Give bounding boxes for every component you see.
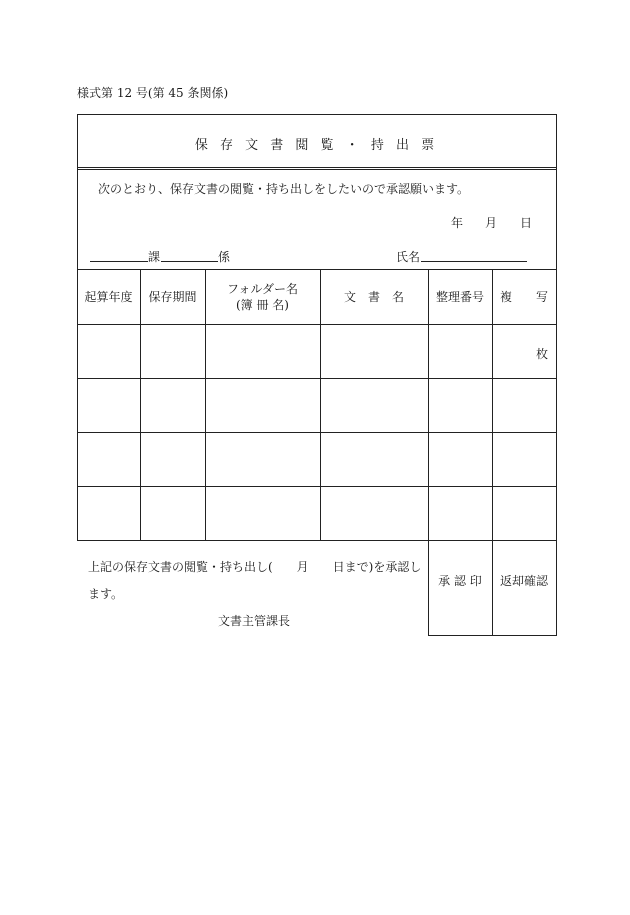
date-year-label: 年 (451, 216, 464, 230)
return-confirmation-header: 返却確認 (499, 574, 548, 588)
header-start-year: 起算年度 (84, 290, 133, 304)
header-document-name: 文 書 名 (343, 290, 404, 304)
department-field-line[interactable] (90, 261, 148, 262)
date-month-label: 月 (485, 216, 498, 230)
table-row[interactable] (78, 433, 556, 485)
department-label: 課 (148, 250, 161, 264)
header-retention-period: 保存期間 (148, 290, 197, 304)
header-copies: 複 写 (499, 290, 548, 304)
copies-unit-label: 枚 (536, 347, 549, 361)
form-number-label: 様式第 12 号(第 45 条関係) (77, 86, 229, 100)
title-divider (77, 167, 557, 168)
approval-bottom-border (428, 635, 557, 636)
approval-statement-line2: ます。 (88, 587, 124, 601)
approver-title: 文書主管課長 (218, 614, 291, 628)
request-statement: 次のとおり、保存文書の閲覧・持ち出しをしたいので承認願います。 (98, 182, 470, 196)
table-row[interactable] (78, 325, 556, 377)
form-title: 保 存 文 書 閲 覧 ・ 持 出 票 (194, 138, 439, 153)
return-confirmation-box[interactable] (493, 595, 555, 634)
title-divider-double (77, 169, 557, 170)
approval-right-border (556, 541, 557, 635)
header-ledger-name: (簿 冊 名) (236, 298, 289, 312)
name-field-line[interactable] (421, 261, 527, 262)
header-reference-number: 整理番号 (435, 290, 484, 304)
date-day-label: 日 (520, 216, 533, 230)
table-row[interactable] (78, 487, 556, 540)
approval-statement-line1: 上記の保存文書の閲覧・持ち出し( 月 日まで)を承認し (88, 560, 422, 574)
name-label: 氏名 (396, 250, 421, 264)
table-row[interactable] (78, 379, 556, 431)
table-top-border (77, 269, 557, 270)
approval-stamp-box[interactable] (429, 595, 491, 634)
header-folder-name: フォルダー名 (227, 282, 298, 296)
section-label: 係 (218, 250, 231, 264)
section-field-line[interactable] (161, 261, 218, 262)
approval-stamp-header: 承 認 印 (438, 574, 482, 588)
